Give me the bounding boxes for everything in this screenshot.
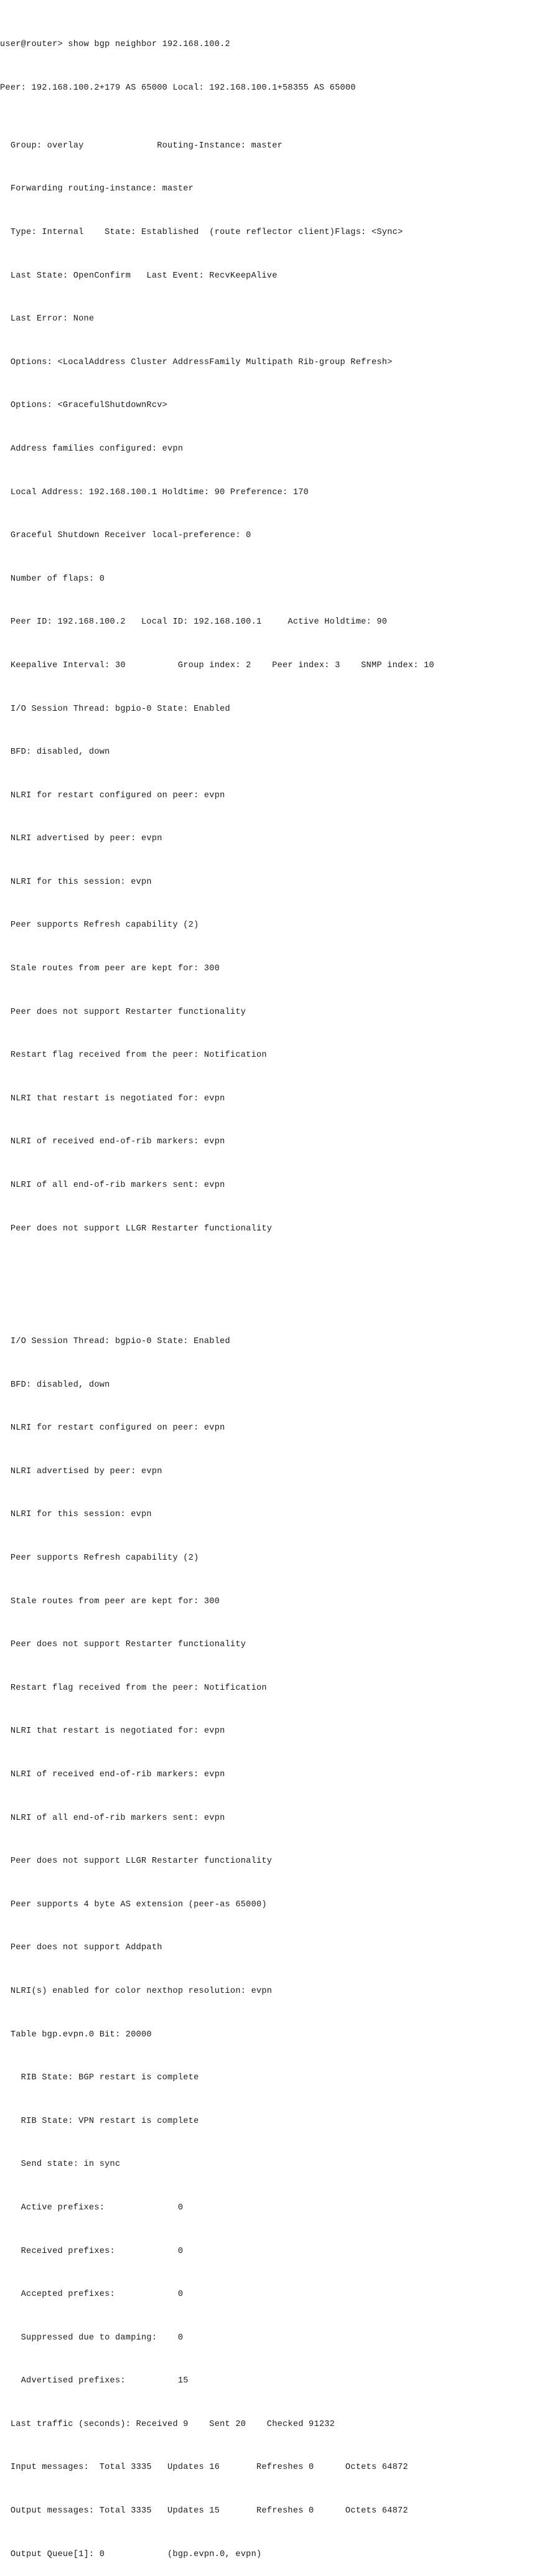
output-line: Peer does not support LLGR Restarter functionality bbox=[0, 1224, 273, 1234]
output-line: Suppressed due to damping: 0 bbox=[0, 2333, 184, 2343]
output-line: Accepted prefixes: 0 bbox=[0, 2290, 184, 2300]
output-line: Address families configured: evpn bbox=[0, 444, 184, 454]
output-line: Peer does not support Addpath bbox=[0, 1943, 162, 1953]
output-line: Advertised prefixes: 15 bbox=[0, 2376, 189, 2386]
output-line: Stale routes from peer are kept for: 300 bbox=[0, 964, 220, 974]
output-line: NLRI for restart configured on peer: evpn bbox=[0, 790, 225, 800]
output-line: I/O Session Thread: bgpio-0 State: Enabled bbox=[0, 1337, 230, 1347]
output-line: BFD: disabled, down bbox=[0, 1380, 110, 1390]
output-line: NLRI that restart is negotiated for: evpn bbox=[0, 1094, 225, 1103]
output-line: Input messages: Total 3335 Updates 16 Refreshes 0 Octets 64872 bbox=[0, 2463, 408, 2473]
output-line: Keepalive Interval: 30 Group index: 2 Peer index: 3 SNMP index: 10 bbox=[0, 660, 434, 670]
output-line: Type: Internal State: Established (route reflector client)Flags: <Sync> bbox=[0, 227, 403, 237]
output-line: Stale routes from peer are kept for: 300 bbox=[0, 1596, 220, 1606]
output-line: NLRI for this session: evpn bbox=[0, 877, 152, 887]
output-line: Peer ID: 192.168.100.2 Local ID: 192.168.100.1 Active Holdtime: 90 bbox=[0, 617, 388, 627]
output-line: Peer does not support LLGR Restarter functionality bbox=[0, 1857, 273, 1866]
output-line: Last Error: None bbox=[0, 314, 95, 324]
output-line: Forwarding routing-instance: master bbox=[0, 184, 194, 194]
output-line: Options: <LocalAddress Cluster AddressFamily Multipath Rib-group Refresh> bbox=[0, 357, 393, 367]
output-line: Last traffic (seconds): Received 9 Sent 20 Checked 91232 bbox=[0, 2419, 335, 2429]
output-line: NLRI of all end-of-rib markers sent: evpn bbox=[0, 1181, 225, 1191]
output-line: Send state: in sync bbox=[0, 2160, 121, 2170]
output-line: NLRI(s) enabled for color nexthop resolution: evpn bbox=[0, 1986, 273, 1996]
output-line: RIB State: VPN restart is complete bbox=[0, 2116, 199, 2126]
output-line: NLRI for restart configured on peer: evpn bbox=[0, 1423, 225, 1433]
output-line: Group: overlay Routing-Instance: master bbox=[0, 141, 283, 151]
output-line: Received prefixes: 0 bbox=[0, 2246, 184, 2256]
output-line: NLRI that restart is negotiated for: evpn bbox=[0, 1726, 225, 1736]
output-line: Peer supports 4 byte AS extension (peer-as 65000) bbox=[0, 1899, 267, 1909]
output-line: I/O Session Thread: bgpio-0 State: Enabled bbox=[0, 704, 230, 714]
output-line: NLRI of received end-of-rib markers: evpn bbox=[0, 1137, 225, 1147]
output-line: BFD: disabled, down bbox=[0, 747, 110, 757]
output-line: Peer supports Refresh capability (2) bbox=[0, 920, 199, 930]
output-line: Local Address: 192.168.100.1 Holdtime: 90 Preference: 170 bbox=[0, 487, 309, 497]
output-line: Restart flag received from the peer: Notification bbox=[0, 1051, 267, 1061]
output-line: Graceful Shutdown Receiver local-preference: 0 bbox=[0, 531, 251, 541]
output-line: NLRI advertised by peer: evpn bbox=[0, 1466, 162, 1476]
output-line: NLRI advertised by peer: evpn bbox=[0, 834, 162, 844]
output-line: Peer supports Refresh capability (2) bbox=[0, 1553, 199, 1563]
blank-line bbox=[0, 1279, 547, 1291]
output-line: Output Queue[1]: 0 (bgp.evpn.0, evpn) bbox=[0, 2549, 262, 2559]
output-line: Options: <GracefulShutdownRcv> bbox=[0, 401, 168, 411]
output-line: Restart flag received from the peer: Notification bbox=[0, 1683, 267, 1693]
output-line: Active prefixes: 0 bbox=[0, 2203, 184, 2213]
output-line: NLRI of received end-of-rib markers: evpn bbox=[0, 1769, 225, 1779]
output-line: Table bgp.evpn.0 Bit: 20000 bbox=[0, 2030, 152, 2040]
output-line: Output messages: Total 3335 Updates 15 Refreshes 0 Octets 64872 bbox=[0, 2506, 408, 2516]
output-line: RIB State: BGP restart is complete bbox=[0, 2073, 199, 2083]
output-line: Number of flaps: 0 bbox=[0, 574, 105, 584]
output-line: Last State: OpenConfirm Last Event: RecvKeepAlive bbox=[0, 271, 278, 281]
output-line: Peer does not support Restarter functionality bbox=[0, 1007, 246, 1017]
peer-summary-line: Peer: 192.168.100.2+179 AS 65000 Local: 192.168.100.1+58355 AS 65000 bbox=[0, 83, 356, 93]
output-line: NLRI of all end-of-rib markers sent: evpn bbox=[0, 1813, 225, 1823]
output-line: NLRI for this session: evpn bbox=[0, 1510, 152, 1520]
command-prompt-line: user@router> show bgp neighbor 192.168.100.2 bbox=[0, 40, 230, 50]
output-line: Peer does not support Restarter functionality bbox=[0, 1640, 246, 1650]
terminal-output bbox=[0, 9, 547, 2576]
